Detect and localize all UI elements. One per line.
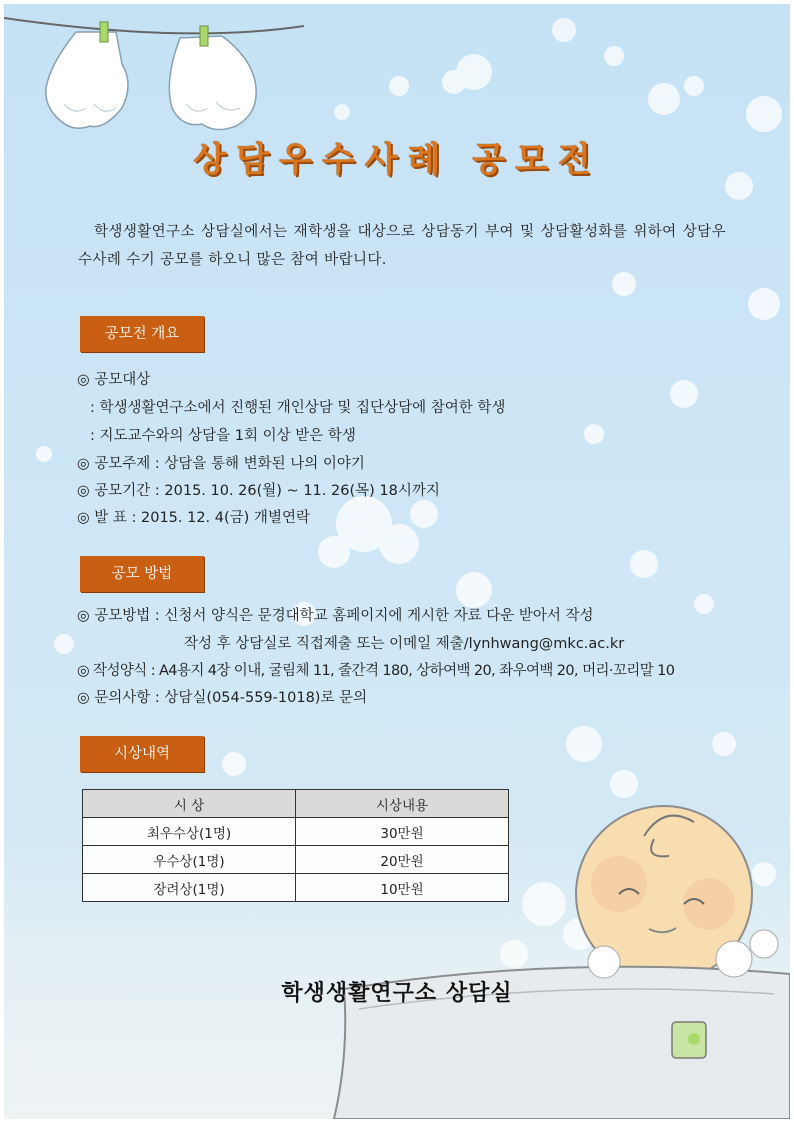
table-cell-award: 최우수상(1명) <box>83 818 296 846</box>
table-cell-prize: 20만원 <box>296 846 509 874</box>
table-cell-prize: 30만원 <box>296 818 509 846</box>
table-row <box>83 818 509 846</box>
table-header-award: 시 상 <box>83 790 296 818</box>
awards-table <box>82 789 509 902</box>
overview-announcement: ◎ 발 표 : 2015. 12. 4(금) 개별연락 <box>77 510 310 526</box>
method-contact: ◎ 문의사항 : 상담실(054-559-1018)로 문의 <box>77 690 368 706</box>
table-cell-prize: 10만원 <box>296 874 509 902</box>
table-row <box>83 874 509 902</box>
overview-target-detail-1: : 학생생활연구소에서 진행된 개인상담 및 집단상담에 참여한 학생 <box>90 400 506 416</box>
poster-title: 상담우수사례 공모전 <box>193 140 601 180</box>
table-cell-award: 장려상(1명) <box>83 874 296 902</box>
section-tag-method: 공모 방법 <box>80 556 204 592</box>
overview-target-label: ◎ 공모대상 <box>77 372 151 388</box>
method-how-continued: 작성 후 상담실로 직접제출 또는 이메일 제출/lynhwang@mkc.ac.kr <box>184 636 625 652</box>
overview-theme: ◎ 공모주제 : 상담을 통해 변화된 나의 이야기 <box>77 456 365 472</box>
section-tag-awards: 시상내역 <box>80 736 204 772</box>
poster <box>4 4 790 1119</box>
table-cell-award: 우수상(1명) <box>83 846 296 874</box>
overview-target-detail-2: : 지도교수와의 상담을 1회 이상 받은 학생 <box>90 428 356 444</box>
section-tag-overview: 공모전 개요 <box>80 316 204 352</box>
overview-period: ◎ 공모기간 : 2015. 10. 26(월) ~ 11. 26(목) 18시까지 <box>77 483 440 499</box>
method-how: ◎ 공모방법 : 신청서 양식은 문경대학교 홈페이지에 게시한 자료 다운 받아서 작성 <box>77 608 594 624</box>
organizer-footer: 학생생활연구소 상담실 <box>281 981 513 1006</box>
table-header-row <box>83 790 509 818</box>
table-row <box>83 846 509 874</box>
method-format: ◎ 작성양식 : A4용지 4장 이내, 굴림체 11, 줄간격 180, 상하여백 20, 좌우여백 20, 머리·꼬리말 10 <box>77 663 675 679</box>
intro-paragraph: 학생생활연구소 상담실에서는 재학생을 대상으로 상담동기 부여 및 상담활성화를 위하여 상담우수사례 수기 공모를 하오니 많은 참여 바랍니다. <box>78 224 726 268</box>
table-header-content: 시상내용 <box>296 790 509 818</box>
